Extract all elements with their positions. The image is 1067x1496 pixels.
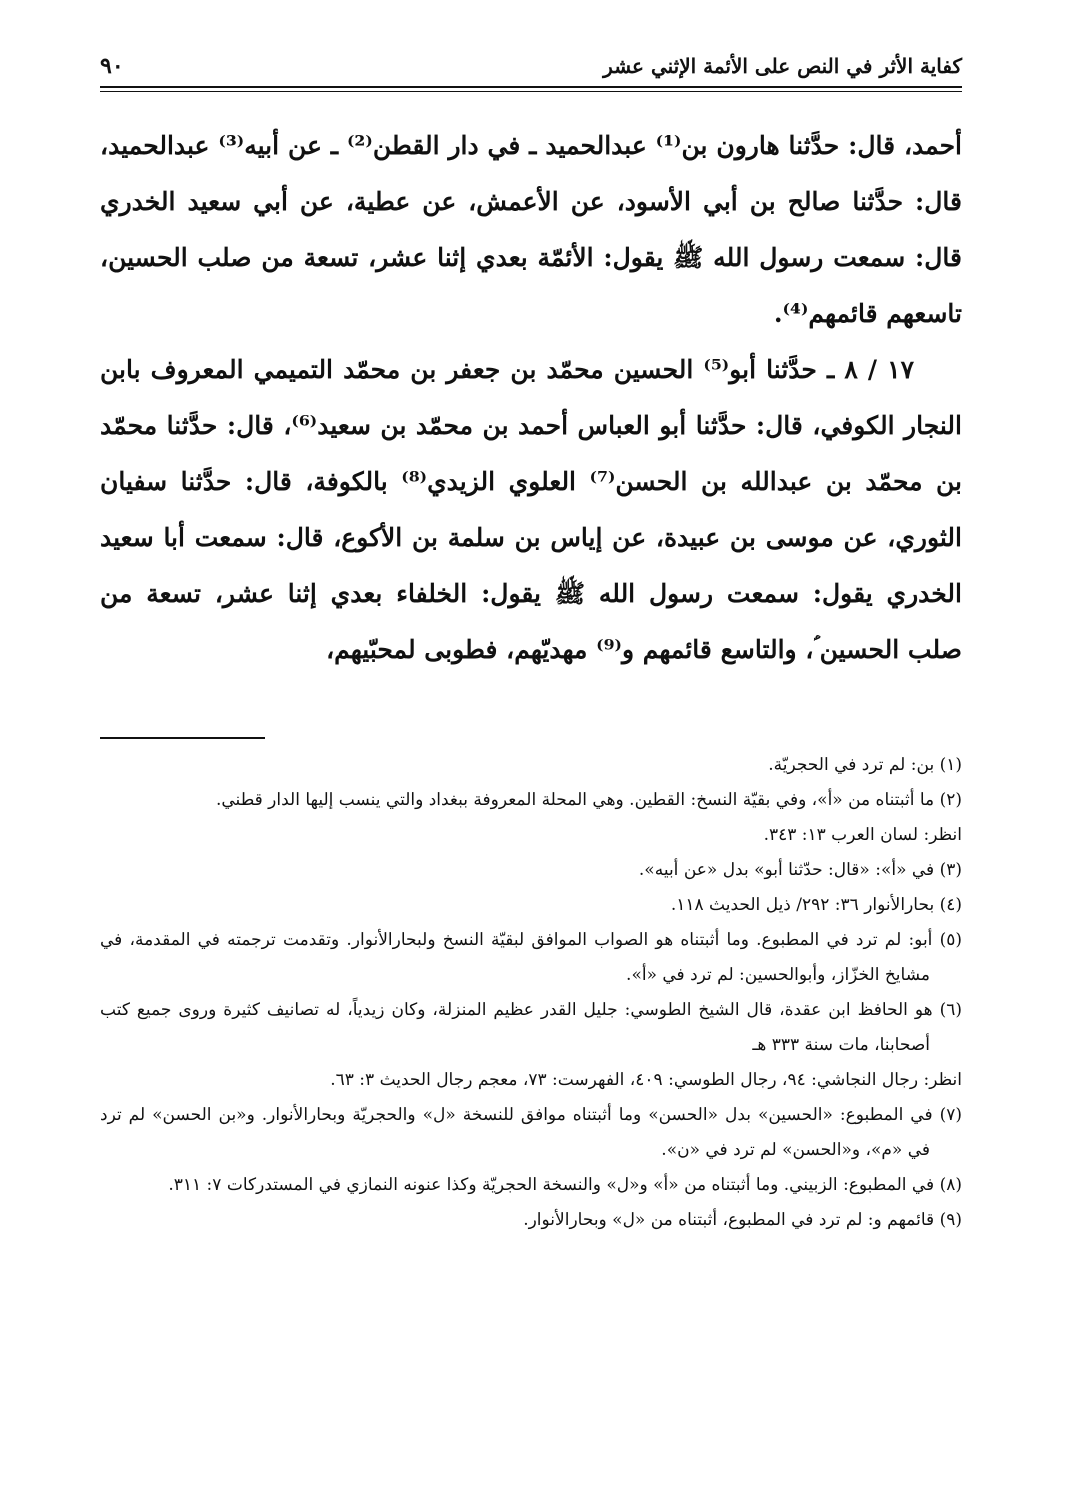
page-number: ٩٠ [100,53,124,79]
footnote-6: (٦) هو الحافظ ابن عقدة، قال الشيخ الطوسي: جليل القدر عظيم المنزلة، وكان زيدياً، له تصانيف كثيرة وروى جميع كتب أصحابنا، مات سنة ٣٣٣ هـ [100,1000,962,1055]
header-rule-thin [100,91,962,92]
footnote-6-reference: انظر: رجال النجاشي: ٩٤، رجال الطوسي: ٤٠٩، الفهرست: ٧٣، معجم رجال الحديث ٣: ٦٣. [330,1070,962,1090]
footnote-2-reference: انظر: لسان العرب ١٣: ٣٤٣. [763,825,962,845]
footnote-2: (٢) ما أثبتناه من «أ»، وفي بقيّة النسخ: القطين. وهي المحلة المعروفة ببغداد والتي ينسب إليها الدار قطني. [215,790,962,810]
footnote-9: (٩) قائمهم و: لم ترد في المطبوع، أثبتناه من «ل» وبحارالأنوار. [523,1210,962,1230]
footnote-4: (٤) بحارالأنوار ٣٦: ٢٩٢/ ذيل الحديث ١١٨. [670,895,962,915]
footnote-separator [100,737,265,739]
footnote-8: (٨) في المطبوع: الزبيني. وما أثبتناه من «أ» و«ل» والنسخة الحجريّة وكذا عنونه النمازي في المستدركات ٧: ٣١١. [168,1175,962,1195]
page-header [100,48,962,84]
footnote-3: (٣) في «أ»: «قال: حدّثنا أبو» بدل «عن أبيه». [638,860,962,880]
paragraph-2: ١٧ / ٨ ـ حدَّثنا أبو⁽⁵⁾ الحسين محمّد بن جعفر بن محمّد التميمي المعروف بابن النجار الكوفي، قال: حدَّثنا أبو العباس أحمد بن محمّد بن سعيد⁽⁶⁾، قال: حدَّثنا محمّد بن محمّد بن عبدالله بن الحسن⁽⁷⁾ العلوي الزيدي⁽⁸⁾ بالكوفة، قال: حدَّثنا سفيان الثوري، عن موسى بن عبيدة، عن إياس بن سلمة بن الأكوع، قال: سمعت أبا سعيد الخدري يقول: سمعت رسول الله ﷺ يقول: الخلفاء بعدي إثنا عشر، تسعة من صلب الحسين ؑ، والتاسع قائمهم و⁽⁹⁾ مهديّهم، فطوبى لمحبّيهم، [100,355,962,664]
footnote-7: (٧) في المطبوع: «الحسين» بدل «الحسن» وما أثبتناه موافق للنسخة «ل» والحجريّة وبحارالأنوار. و«بن الحسن» لم ترد في «م»، و«الحسن» لم ترد في «ن». [100,1105,962,1160]
footnote-5: (٥) أبو: لم ترد في المطبوع. وما أثبتناه هو الصواب الموافق لبقيّة النسخ ولبحارالأنوار. وتقدمت ترجمته في المقدمة، في مشايخ الخزّاز، وأبوالحسين: لم ترد في «أ». [100,930,962,985]
footnote-1: (١) بن: لم ترد في الحجريّة. [768,755,962,775]
header-rule [100,86,962,88]
main-text [100,118,962,678]
paragraph-1: أحمد، قال: حدَّثنا هارون بن⁽¹⁾ عبدالحميد ـ في دار القطن⁽²⁾ ـ عن أبيه⁽³⁾ عبدالحميد، قال: حدَّثنا صالح بن أبي الأسود، عن الأعمش، عن عطية، عن أبي سعيد الخدري قال: سمعت رسول الله ﷺ يقول: الأئمّة بعدي إثنا عشر، تسعة من صلب الحسين، تاسعهم قائمهم⁽⁴⁾. [100,131,963,328]
running-title: كفاية الأثر في النص على الأئمة الإثني عشر [603,54,962,78]
footnotes [100,748,962,1238]
